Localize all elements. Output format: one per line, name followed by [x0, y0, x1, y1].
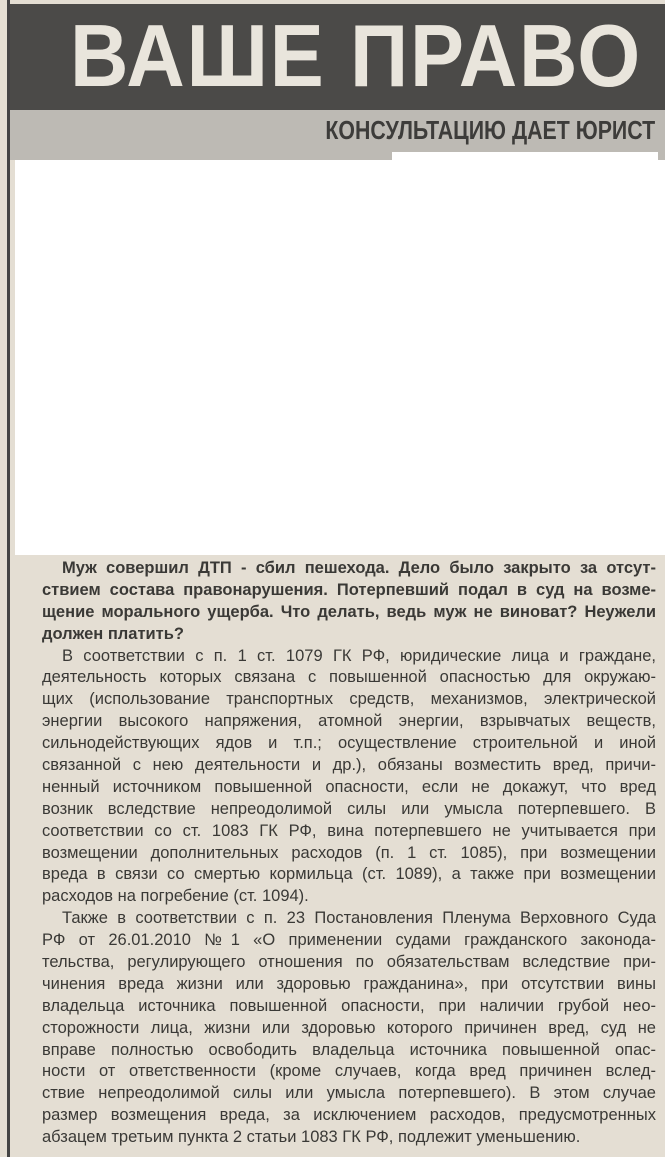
- answer-paragraph-1: [42, 646, 656, 909]
- text-line: Также в соответствии с п. 23 Постановления Пленума Верховного Суда: [62, 909, 656, 928]
- text-line: ненный источником повышенной опасности, если не докажут, что вред: [42, 777, 656, 796]
- text-line: Муж совершил ДТП - сбил пешехода. Дело было закрыто за отсут-: [62, 559, 656, 577]
- text-line: связанной с нею деятельности и др.), обязаны возместить вред, причи-: [42, 756, 656, 775]
- text-line: возмещении дополнительных расходов (п. 1 ст. 1085), при возмещении: [42, 843, 656, 862]
- section-title: ВАШЕ ПРАВО: [70, 6, 643, 105]
- text-line: размер возмещения вреда, за исключением расходов, предусмотренных: [42, 1106, 656, 1125]
- text-line: чинения вреда жизни или здоровью гражданина», при отсутствии вины: [42, 974, 656, 993]
- text-line: ности от ответственности (кроме случаев, когда вред причинен вслед-: [42, 1062, 656, 1081]
- text-line: сторожности лица, жизни или здоровью которого причинен вред, суд не: [42, 1018, 656, 1037]
- left-column-rule: [7, 0, 10, 1157]
- text-line: расходов на погребение (ст. 1094).: [42, 887, 309, 906]
- text-line: должен платить?: [42, 624, 184, 643]
- text-line: вреда в связи со смертью кормильца (ст. 1089), а также при возмещении: [42, 865, 656, 884]
- text-line: РФ от 26.01.2010 №1 «О применении судами гражданского законода-: [42, 931, 656, 950]
- text-line: возник вследствие непреодолимой силы или умысла потерпевшего. В: [42, 799, 656, 818]
- text-line: вправе полностью освободить владельца источника повышенной опас-: [42, 1040, 656, 1059]
- text-line: владельца источника повышенной опасности, при наличии грубой нео-: [42, 996, 656, 1015]
- section-subtitle: КОНСУЛЬТАЦИЮ ДАЕТ ЮРИСТ: [325, 115, 655, 145]
- text-line: ствие непреодолимой силы или умысла потерпевшего). В этом случае: [42, 1084, 656, 1103]
- answer-paragraph-2: [42, 908, 656, 1149]
- text-line: энергии высокого напряжения, атомной энергии, взрывчатых веществ,: [42, 712, 656, 731]
- text-line: щих (использование транспортных средств, механизмов, электрической: [42, 690, 656, 709]
- text-line: ствием состава правонарушения. Потерпевший подал в суд на возме-: [42, 580, 656, 599]
- text-line: деятельность которых связана с повышенной опасностью для окружаю-: [42, 668, 656, 687]
- text-line: В соответствии с п. 1 ст. 1079 ГК РФ, юридические лица и граждане,: [62, 646, 656, 665]
- question-paragraph: [42, 558, 656, 646]
- article-body: [42, 558, 656, 1149]
- redacted-area: [15, 160, 665, 555]
- text-line: соответствии со ст. 1083 ГК РФ, вина потерпевшего не учитывается при: [42, 821, 656, 840]
- text-line: тельства, регулирующего отношения по обязательствам вследствие при-: [42, 953, 656, 972]
- text-line: щение морального ущерба. Что делать, ведь муж не виноват? Неужели: [42, 602, 656, 621]
- masthead: [10, 4, 665, 110]
- text-line: абзацем третьим пункта 2 статьи 1083 ГК РФ, подлежит уменьшению.: [42, 1128, 581, 1147]
- text-line: сильнодействующих ядов и т.п.; осуществление строительной и иной: [42, 734, 656, 753]
